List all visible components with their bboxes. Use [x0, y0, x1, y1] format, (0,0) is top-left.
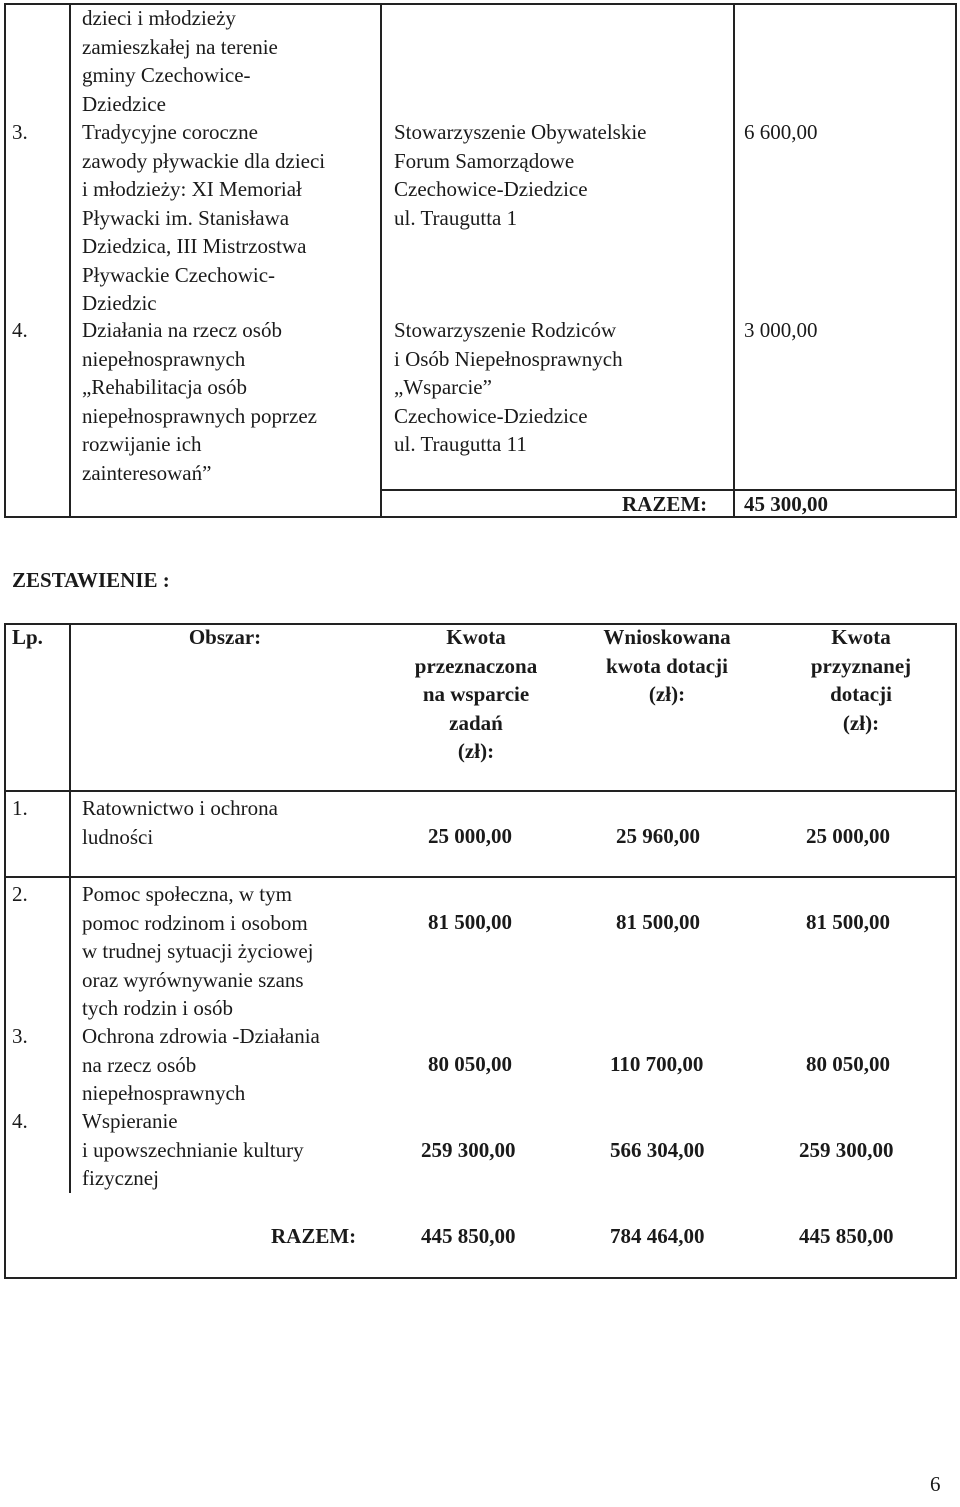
granted-value: 259 300,00 — [799, 1138, 894, 1162]
table-border-right — [955, 3, 957, 518]
granted-value: 81 500,00 — [806, 910, 890, 934]
table-row-divider — [4, 790, 957, 792]
table-col-divider — [69, 3, 71, 518]
allocated-value: 81 500,00 — [428, 910, 512, 934]
total-label: RAZEM: — [622, 492, 708, 516]
row-number: 4. — [12, 318, 28, 342]
area-name: Pomoc społeczna, w tym pomoc rodzinom i osobom w trudnej sytuacji życiowej oraz wyrównywanie szans tych rodzin i osób — [82, 882, 314, 1020]
requested-value: 566 304,00 — [610, 1138, 705, 1162]
requested-value: 81 500,00 — [616, 910, 700, 934]
row-number: 1. — [12, 796, 28, 820]
row-number: 2. — [12, 882, 28, 906]
requested-value: 110 700,00 — [610, 1052, 704, 1076]
total-value: 45 300,00 — [744, 492, 828, 516]
area-name: Wspieranie i upowszechnianie kultury fizycznej — [82, 1109, 304, 1190]
header-area: Obszar: — [188, 625, 262, 649]
header-requested: Wnioskowana kwota dotacji (zł): — [603, 625, 731, 706]
table-col-divider — [380, 3, 382, 518]
total-requested: 784 464,00 — [610, 1224, 705, 1248]
row-number: 3. — [12, 1024, 28, 1048]
organization-name: Stowarzyszenie Obywatelskie Forum Samorządowe Czechowice-Dziedzice ul. Traugutta 1 — [394, 120, 647, 230]
requested-value: 25 960,00 — [616, 824, 700, 848]
table-border-left — [4, 3, 6, 518]
total-label: RAZEM: — [271, 1224, 357, 1248]
allocated-value: 259 300,00 — [421, 1138, 516, 1162]
row-number: 4. — [12, 1109, 28, 1133]
granted-value: 25 000,00 — [806, 824, 890, 848]
table-row-divider — [4, 876, 957, 878]
table-col-divider — [69, 623, 71, 1193]
area-name: Ratownictwo i ochrona ludności — [82, 796, 278, 849]
header-granted: Kwota przyznanej dotacji (zł): — [810, 625, 912, 735]
table-col-divider — [733, 3, 735, 518]
table-border-bottom — [4, 1277, 957, 1279]
allocated-value: 80 050,00 — [428, 1052, 512, 1076]
summary-heading: ZESTAWIENIE : — [12, 568, 170, 592]
header-lp: Lp. — [12, 625, 43, 649]
row-number: 3. — [12, 120, 28, 144]
organization-name: Stowarzyszenie Rodziców i Osób Niepełnosprawnych „Wsparcie” Czechowice-Dziedzice ul. Traugutta 11 — [394, 318, 623, 456]
granted-value: 80 050,00 — [806, 1052, 890, 1076]
total-allocated: 445 850,00 — [421, 1224, 516, 1248]
row-continuation-text: dzieci i młodzieży zamieszkałej na terenie gminy Czechowice- Dziedzice — [82, 6, 278, 116]
header-allocated: Kwota przeznaczona na wsparcie zadań (zł): — [414, 625, 538, 763]
page-number: 6 — [930, 1472, 941, 1496]
table-border-left — [4, 623, 6, 1279]
task-description: Działania na rzecz osób niepełnosprawnych „Rehabilitacja osób niepełnosprawnych poprzez rozwijanie ich zainteresowań” — [82, 318, 317, 485]
grant-amount: 6 600,00 — [744, 120, 818, 144]
task-description: Tradycyjne coroczne zawody pływackie dla dzieci i młodzieży: XI Memoriał Pływacki im. Stanisława Dziedzica, III Mistrzostwa Pływackie Czechowic- Dziedzic — [82, 120, 326, 315]
allocated-value: 25 000,00 — [428, 824, 512, 848]
table-border-right — [955, 623, 957, 1279]
total-granted: 445 850,00 — [799, 1224, 894, 1248]
area-name: Ochrona zdrowia -Działania na rzecz osób niepełnosprawnych — [82, 1024, 320, 1105]
grant-amount: 3 000,00 — [744, 318, 818, 342]
